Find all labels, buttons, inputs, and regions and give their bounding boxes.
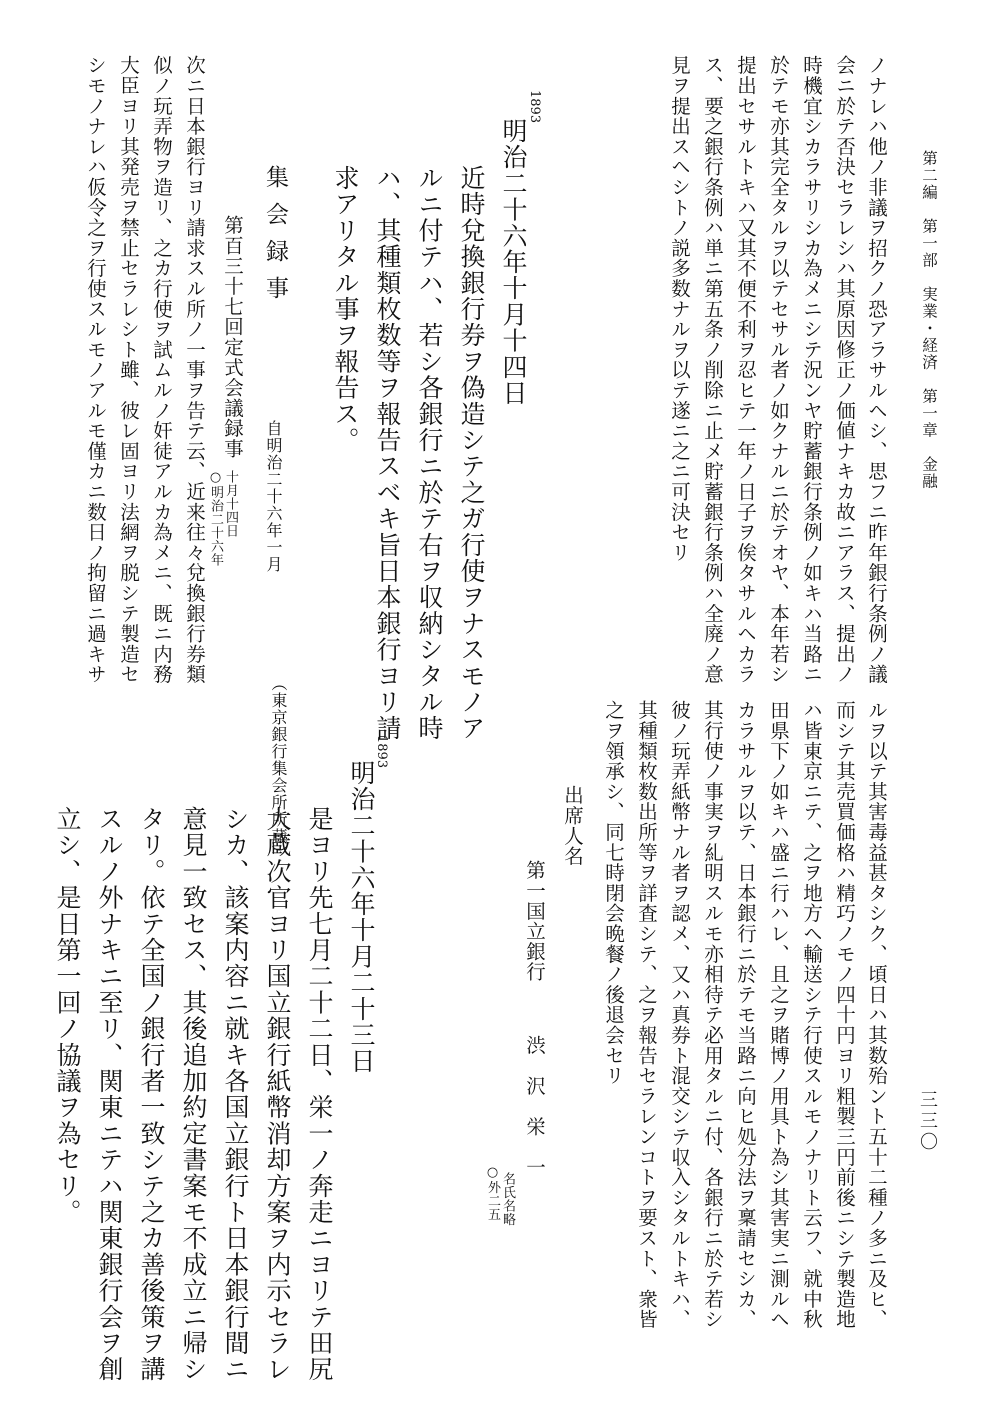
text-line: 之ヲ領承シ、同七時閉会晩餐ノ後退会セリ: [602, 700, 625, 1086]
text-line: 似ノ玩弄物ヲ造リ、之カ行使ヲ試ムルノ奸徒アルカ為メニ、既ニ内務: [150, 55, 173, 685]
text-line: ハ皆東京ニテ、之ヲ地方ヘ輸送シテ行使スルモノナリト云フ、就中秋: [800, 700, 823, 1330]
text-line: 其種類枚数出所等ヲ詳査シテ、之ヲ報告セラレンコトヲ要スト、衆皆: [635, 700, 658, 1330]
meeting-title: 第百三十七回定式会議録事: [221, 215, 244, 459]
year-note: 1893: [374, 735, 389, 769]
entry-text-line: 意見一致セス、其後追加約定書案モ不成立ニ帰シ: [179, 806, 208, 1383]
source-note: （東京銀行集会所所蔵）: [269, 675, 288, 862]
text-line: 而シテ其売買価格ハ精巧ノモノ四十円ヨリ粗製三円前後ニシテ製造地: [833, 700, 856, 1330]
bank-name: 第一国立銀行: [523, 860, 546, 982]
entry-date: 明治二十六年十月十四日: [499, 118, 528, 407]
text-line: シモノナレハ仮令之ヲ行使スルモノアルモ僅カニ数日ノ拘留ニ過キサ: [84, 55, 107, 685]
entry-text-line: ハ、其種類枚数等ヲ報告スベキ旨日本銀行ヨリ請: [373, 165, 402, 742]
entry-text-line: 立シ、是日第一回ノ協議ヲ為セリ。: [53, 806, 82, 1226]
text-line: カラサルヲ以テ、日本銀行ニ於テモ当路ニ向ヒ処分法ヲ稟請セシカ、: [734, 700, 757, 1330]
running-title: 第二編 第一部 実業・経済 第一章 金融: [920, 150, 938, 490]
entry-date: 明治二十六年十月二十三日: [347, 760, 376, 1075]
entry-text-line: スルノ外ナキニ至リ、関東ニテハ関東銀行会ヲ創: [95, 806, 124, 1383]
text-line: 彼ノ玩弄紙幣ナル者ヲ認メ、又ハ真券ト混交シテ収入シタルトキハ、: [668, 700, 691, 1330]
text-line: 大臣ヨリ其発売ヲ禁止セラレシト雖、彼レ固ヨリ法網ヲ脱シテ製造セ: [117, 55, 140, 685]
entry-text-line: タリ。依テ全国ノ銀行者一致シテ之カ善後策ヲ講: [137, 806, 166, 1383]
text-line: 提出セサルトキハ又其不便不利ヲ忍ヒテ一年ノ日子ヲ俟タサルヘカラ: [734, 55, 757, 685]
omit-note: ○外二五: [485, 1165, 500, 1221]
entry-text-line: ルニ付テハ、若シ各銀行ニ於テ右ヲ収納シタル時: [415, 165, 444, 742]
text-line: ルヲ以テ其害毒益甚タシク、頃日ハ其数殆ント五十二種ノ多ニ及ヒ、: [865, 700, 888, 1330]
text-line: 其行使ノ事実ヲ糺明スルモ亦相待テ必用タルニ付、各銀行ニ於テ若シ: [701, 700, 724, 1330]
text-line: ノナレハ他ノ非議ヲ招クノ恐アラサルヘシ、思フニ昨年銀行条例ノ議: [865, 55, 888, 685]
text-line: 見ヲ提出スヘシトノ説多数ナルヲ以テ遂ニ之ニ可決セリ: [668, 55, 691, 563]
person-name: 渋 沢 栄 一: [523, 1035, 546, 1178]
omit-note: 名氏名略: [500, 1172, 515, 1226]
meeting-note: ○明治二十六年: [208, 470, 223, 567]
text-line: ス、要之銀行条例ハ単ニ第五条ノ削除ニ止メ貯蓄銀行条例ハ全廃ノ意: [701, 55, 724, 685]
entry-text-line: シカ、該案内容ニ就キ各国立銀行ト日本銀行間ニ: [221, 806, 250, 1383]
text-line: 次ニ日本銀行ヨリ請求スル所ノ一事ヲ告テ云、近来往々兌換銀行券類: [183, 55, 206, 685]
meeting-note: 十月十四日: [223, 470, 238, 538]
attendees-label: 出席人名: [561, 785, 584, 867]
text-line: 時機宜シカラサリシカ為メニシテ況ンヤ貯蓄銀行条例ノ如キハ当路ニ: [800, 55, 823, 685]
text-line: 会ニ於テ否決セラレシハ其原因修正ノ価値ナキカ故ニアラス、提出ノ: [833, 55, 856, 685]
text-line: 田県下ノ如キハ盛ニ行ハレ、且之ヲ賭博ノ用具ト為シ其害実ニ測ルヘ: [767, 700, 790, 1330]
entry-text-line: 大蔵次官ヨリ国立銀行紙幣消却方案ヲ内示セラレ: [263, 806, 292, 1383]
year-note: 1893: [527, 90, 542, 124]
entry-text-line: 近時兌換銀行券ヲ偽造シテ之ガ行使ヲナスモノア: [457, 165, 486, 742]
section-title: 集会録事: [262, 165, 288, 313]
period-note: 自明治二十六年一月: [264, 420, 283, 573]
entry-text-line: 是ヨリ先七月二十二日、栄一ノ奔走ニヨリテ田尻: [305, 806, 334, 1383]
page-number: 三三〇: [917, 1090, 938, 1153]
entry-text-line: 求アリタル事ヲ報告ス。: [331, 165, 360, 454]
text-line: 於テモ亦其完全タルヲ以テセサル者ノ如クナルニ於テオヤ、本年若シ: [767, 55, 790, 685]
